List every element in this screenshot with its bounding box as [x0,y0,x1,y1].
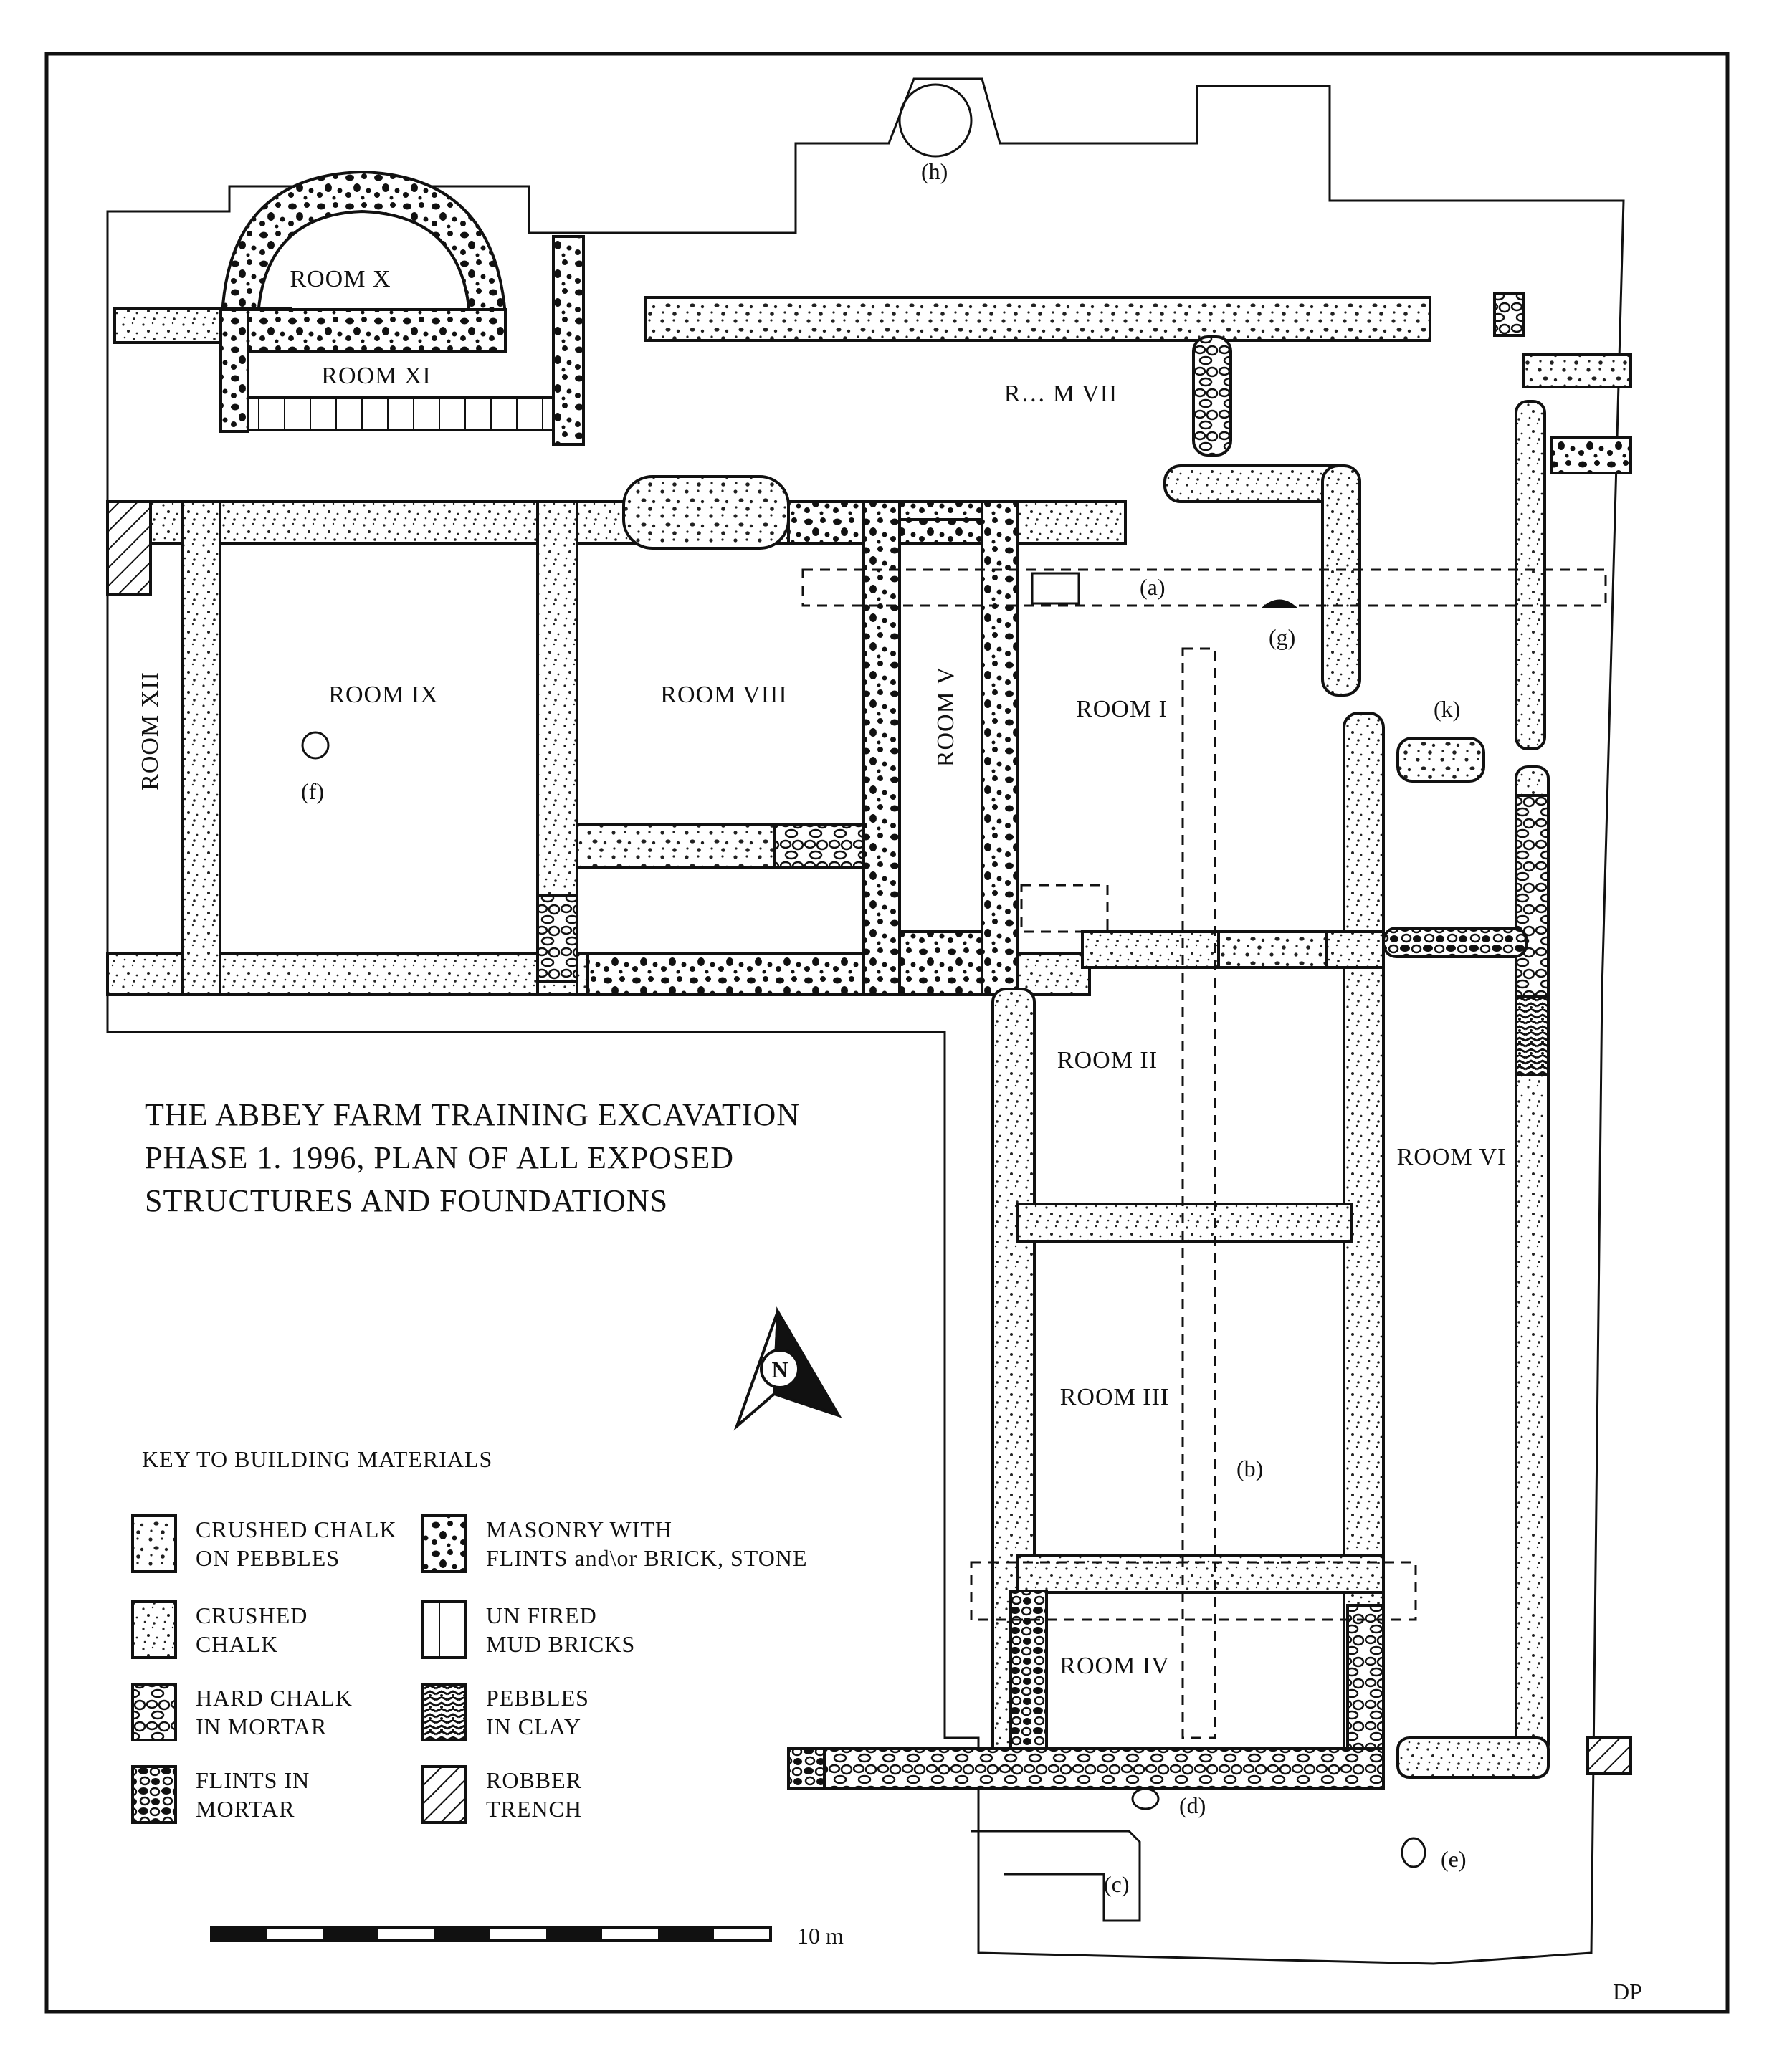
wall-room-xi-mudbrick [248,398,556,430]
feature-e-pit [1402,1838,1425,1867]
wall-room-vi-east-upper [1516,401,1545,749]
wall-room-v-south [900,932,982,995]
wall-room-iv-south-end [788,1749,824,1788]
sondage-a [803,570,1606,606]
wall-north-bulge [624,477,788,548]
label-room-ii: ROOM II [1057,1047,1158,1074]
tag-a: (a) [1140,574,1166,600]
feature-a-bricks [1032,573,1079,603]
key-label-robber-2: TRENCH [486,1796,582,1822]
key-swatch-pebbles [423,1684,466,1740]
key-label-masonry-1: MASONRY WITH [486,1516,673,1542]
label-room-vi: ROOM VI [1396,1144,1507,1170]
label-room-i: ROOM I [1076,696,1168,722]
apse-wall [222,172,505,315]
wall-room-iv-east [1348,1605,1383,1756]
title-line-2: PHASE 1. 1996, PLAN OF ALL EXPOSED [145,1140,735,1175]
key-label-hardchalk-2: IN MORTAR [196,1714,328,1739]
wall-room-vii-north [645,297,1430,340]
wall-ne-stub [1523,355,1631,387]
wall-room-v-east [982,502,1018,995]
label-room-viii: ROOM VIII [660,682,788,708]
wall-room-ii-south [1018,1204,1351,1241]
wall-room-iv-south [788,1749,1383,1788]
wall-room-vi-flint-stub [1383,928,1527,957]
key-swatch-mudbrick [423,1602,466,1658]
key-label-pebbles-2: IN CLAY [486,1714,581,1739]
key-label-mudbrick-1: UN FIRED [486,1602,597,1628]
wall-room-vi-pebbles [1516,996,1548,1075]
wall-ne-corner [1495,294,1523,335]
tag-f: (f) [301,778,324,804]
label-room-iii: ROOM III [1059,1384,1170,1410]
tag-e: (e) [1441,1846,1467,1872]
tag-b: (b) [1236,1456,1264,1481]
label-room-iv: ROOM IV [1059,1653,1170,1679]
key-swatch-flints [133,1767,176,1822]
wall-room-v-north [900,502,982,520]
key-label-chalk-2: CHALK [196,1631,279,1657]
wall-room-vi-south [1398,1738,1548,1777]
wall-room-xi-west [221,310,248,431]
title-line-1: THE ABBEY FARM TRAINING EXCAVATION [145,1097,801,1132]
wall-room-i-east-upper [1322,466,1360,695]
tag-g: (g) [1269,624,1296,650]
key-heading: KEY TO BUILDING MATERIALS [142,1446,493,1472]
north-arrow-icon [737,1311,839,1426]
robber-trench-east [1588,1738,1631,1774]
wall-room-v-west [864,502,900,995]
feature-g-mark [1262,600,1297,608]
label-room-xii: ROOM XII [137,672,163,790]
label-room-vii: R… M VII [1004,381,1118,407]
feature-d-pit [1133,1789,1158,1809]
label-room-ix: ROOM IX [328,682,439,708]
feature-f-post [302,732,328,758]
tag-k: (k) [1434,696,1461,722]
title-line-3: STRUCTURES AND FOUNDATIONS [145,1183,669,1218]
pier-room-vii [1193,337,1231,455]
key-swatch-robber [423,1767,466,1822]
label-room-x: ROOM X [290,266,391,292]
key-items [133,1516,808,1822]
tag-d: (d) [1179,1792,1206,1818]
key-label-mudbrick-2: MUD BRICKS [486,1631,636,1657]
wall-room-x-south [222,310,505,351]
wall-room-ix-west [183,502,220,995]
key-swatch-hardchalk [133,1684,176,1740]
wall-room-i-south-pebbles [1219,932,1326,967]
sondage-room-i-corner [1021,885,1107,932]
drafter-initials: DP [1613,1979,1642,2005]
wall-room-vi-east-hardchalk [1516,795,1548,1010]
key-label-pebbles-1: PEBBLES [486,1685,589,1711]
key-swatch-chalk [133,1602,176,1658]
key-label-robber-1: ROBBER [486,1767,583,1793]
wall-ne-stub-2 [1552,437,1631,473]
key-label-chalk-pebbles-2: ON PEBBLES [196,1545,340,1571]
well-h [900,85,971,156]
robber-trench-west [108,502,151,595]
key-label-flints-1: FLINTS IN [196,1767,310,1793]
wall-room-xi-east [553,236,583,444]
scale-bar [211,1928,771,1941]
north-letter: N [771,1357,788,1382]
key-swatch-chalk-pebbles [133,1516,176,1572]
wall-room-iv-west [1011,1591,1047,1749]
tag-c: (c) [1104,1871,1130,1897]
feature-k-stones [1398,738,1484,781]
wall-room-viii-hard [774,824,871,867]
wall-room-iii-south [1018,1555,1383,1592]
key-label-hardchalk-1: HARD CHALK [196,1685,353,1711]
key-label-chalk-1: CRUSHED [196,1602,308,1628]
tag-h: (h) [921,158,948,184]
key-label-flints-2: MORTAR [196,1796,295,1822]
trench-outline [108,79,1624,1964]
label-room-xi: ROOM XI [321,363,432,389]
wall-room-ix-east-hard [538,896,577,982]
key-label-chalk-pebbles-1: CRUSHED CHALK [196,1516,397,1542]
label-room-v: ROOM V [933,666,959,768]
scale-label: 10 m [797,1923,844,1949]
key-label-masonry-2: FLINTS and\or BRICK, STONE [486,1545,808,1571]
key-swatch-masonry [423,1516,466,1572]
